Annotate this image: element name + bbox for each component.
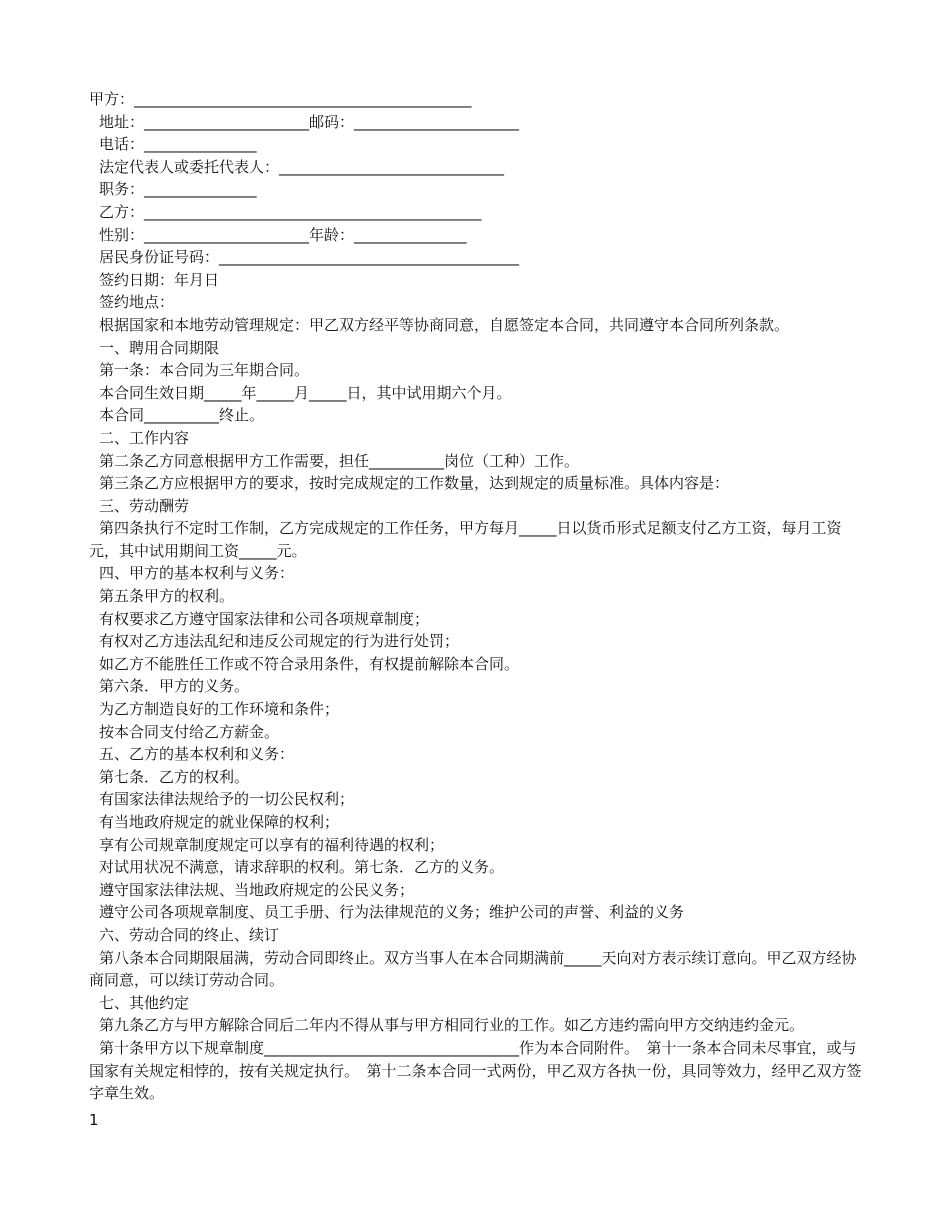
preamble-paragraph: 根据国家和本地劳动管理规定：甲乙双方经平等协商同意，自愿签定本合同，共同遵守本合同所列条款。 bbox=[99, 315, 790, 334]
position-line: 职务：_______________ bbox=[99, 180, 257, 199]
section-heading: 一、聘用合同期限 bbox=[99, 338, 220, 357]
signing-date-line: 签约日期：年月日 bbox=[99, 270, 220, 289]
clause-line: 有国家法律法规给予的一切公民权利； bbox=[99, 790, 355, 809]
party-a-line: 甲方：_____________________________________________ bbox=[89, 90, 472, 108]
page-number: 1 bbox=[89, 1111, 99, 1129]
section-heading: 七、其他约定 bbox=[99, 993, 190, 1012]
id-number-line: 居民身份证号码：________________________________________ bbox=[99, 248, 520, 267]
section-heading: 六、劳动合同的终止、续订 bbox=[99, 925, 280, 944]
clause-line: 有当地政府规定的就业保障的权利； bbox=[99, 813, 340, 831]
clause-line: 按本合同支付给乙方薪金。 bbox=[99, 722, 280, 741]
section-heading: 二、工作内容 bbox=[99, 428, 190, 447]
gender-age-line: 性别：______________________年龄：_______________ bbox=[99, 225, 467, 244]
clause-line: 本合同__________终止。 bbox=[99, 406, 265, 425]
signing-place-line: 签约地点： bbox=[99, 293, 175, 312]
party-b-line: 乙方：_____________________________________________ bbox=[99, 202, 482, 221]
clause-line: 第七条．乙方的权利。 bbox=[99, 767, 250, 786]
phone-line: 电话：_______________ bbox=[99, 135, 257, 154]
clause-line: 第九条乙方与甲方解除合同后二年内不得从事与甲方相同行业的工作。如乙方违约需向甲方交纳违约金元。 bbox=[99, 1016, 805, 1035]
clause-line: 第二条乙方同意根据甲方工作需要，担任__________岗位（工种）工作。 bbox=[99, 451, 580, 470]
section-heading: 四、甲方的基本权利与义务： bbox=[99, 564, 295, 583]
section-heading: 五、乙方的基本权利和义务： bbox=[99, 745, 295, 764]
address-postcode-line: 地址：______________________邮码：______________________ bbox=[99, 112, 520, 131]
clause-line: 第六条．甲方的义务。 bbox=[99, 677, 250, 696]
clause-paragraph: 第十条甲方以下规章制度__________________________________作为本合同附件。 第十一条本合同未尽事宜，或与国家有关规定相悖的，按有关规定执行。 第十二条本合同一式两份，甲乙双方各执一份，具同等效力，经甲乙双方签字章生效。 bbox=[89, 1038, 862, 1103]
clause-line: 遵守公司各项规章制度、员工手册、行为法律规范的义务；维护公司的声誉、利益的义务 bbox=[99, 903, 685, 922]
clause-line: 遵守国家法律法规、当地政府规定的公民义务； bbox=[99, 880, 415, 899]
section-heading: 三、劳动酬劳 bbox=[99, 496, 190, 515]
clause-paragraph: 第八条本合同期限届满，劳动合同即终止。双方当事人在本合同期满前_____天向对方表示续订意向。甲乙双方经协商同意，可以续订劳动合同。 bbox=[89, 948, 857, 990]
clause-paragraph: 第四条执行不定时工作制，乙方完成规定的工作任务，甲方每月_____日以货币形式足额支付乙方工资，每月工资元，其中试用期间工资_____元。 bbox=[89, 519, 842, 560]
clause-line: 为乙方制造良好的工作环境和条件； bbox=[99, 700, 340, 719]
clause-line: 有权要求乙方遵守国家法律和公司各项规章制度； bbox=[99, 609, 430, 628]
legal-representative-line: 法定代表人或委托代表人：______________________________ bbox=[99, 157, 505, 176]
clause-line: 本合同生效日期_____年_____月_____日，其中试用期六个月。 bbox=[99, 383, 512, 402]
contract-body bbox=[89, 88, 869, 1105]
clause-line: 有权对乙方违法乱纪和违反公司规定的行为进行处罚； bbox=[99, 632, 460, 651]
clause-line: 如乙方不能胜任工作或不符合录用条件，有权提前解除本合同。 bbox=[99, 654, 520, 673]
clause-line: 对试用状况不满意，请求辞职的权利。第七条．乙方的义务。 bbox=[99, 858, 505, 877]
clause-line: 第一条：本合同为三年期合同。 bbox=[99, 361, 310, 380]
clause-line: 第五条甲方的权利。 bbox=[99, 587, 235, 606]
clause-line: 第三条乙方应根据甲方的要求，按时完成规定的工作数量，达到规定的质量标准。具体内容是： bbox=[99, 474, 730, 493]
clause-line: 享有公司规章制度规定可以享有的福利待遇的权利； bbox=[99, 835, 445, 854]
